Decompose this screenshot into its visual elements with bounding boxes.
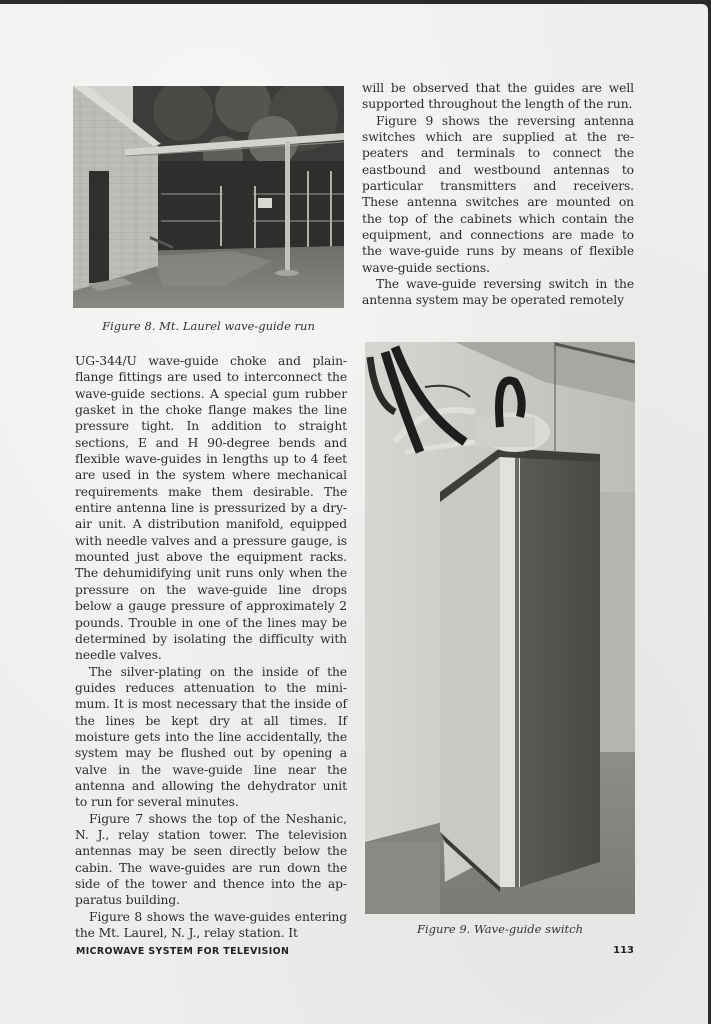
figure-8-caption: Figure 8. Mt. Laurel wave-guide run (102, 319, 315, 333)
figure-9-caption: Figure 9. Wave-guide switch (416, 922, 584, 936)
paragraph: will be observed that the guides are well supported throughout the length of the run. (362, 81, 634, 112)
document-page (0, 4, 708, 1024)
figure-8-photo (73, 86, 344, 308)
left-column-text (75, 353, 347, 941)
right-column-text (362, 80, 634, 309)
paragraph: Figure 8 shows the wave-guides entering the Mt. Laurel, N. J., relay station. It (75, 909, 347, 941)
page-number: 113 (613, 945, 634, 956)
paragraph: The silver-plating on the inside of the guides reduces attenuation to the minimum. It is most necessary that the inside of the lines be kept dry at all times. If moisture gets into the line accidentally, the system may be flushed out by opening a valve in the wave-guide line near the antenna and allowing the dehydrator unit to run for several minutes. (75, 664, 347, 810)
paragraph: UG-344/U wave-guide choke and plain-flange fittings are used to interconnect the wave-guide sections. A special gum rubber gasket in the choke flange makes the line pressure tight. In addition to straight sections, E and H 90-degree bends and flexible wave-guides in lengths up to 4 feet are used in the system where mechanical requirements make them desirable. The entire antenna line is pressurized by a dry-air unit. A distribution manifold, equipped with needle valves and a pressure gauge, is mounted just above the equipment racks. The dehumidifying unit runs only when the pressure on the wave-guide line drops below a gauge pressure of approximately 2 pounds. Trouble in one of the lines may be determined by isolating the difficulty with needle valves. (75, 354, 347, 663)
running-footer: MICROWAVE SYSTEM FOR TELEVISION (76, 946, 290, 957)
paragraph: Figure 9 shows the reversing antenna switches which are supplied at the repeaters and terminals to connect the eastbound and westbound antennas to particular transmitters and receivers. These antenna switches are mounted on the top of the cabinets which contain the equipment, and connections are made to the wave-guide runs by means of flexible wave-guide sections. (362, 113, 634, 275)
paragraph: Figure 7 shows the top of the Neshanic, N. J., relay station tower. The television antennas may be seen directly below the cabin. The wave-guides are run down the side of the tower and thence into the apparatus building. (75, 811, 347, 908)
figure-9-photo (365, 342, 635, 914)
paragraph: The wave-guide reversing switch in the antenna system may be operated remotely (362, 277, 634, 308)
